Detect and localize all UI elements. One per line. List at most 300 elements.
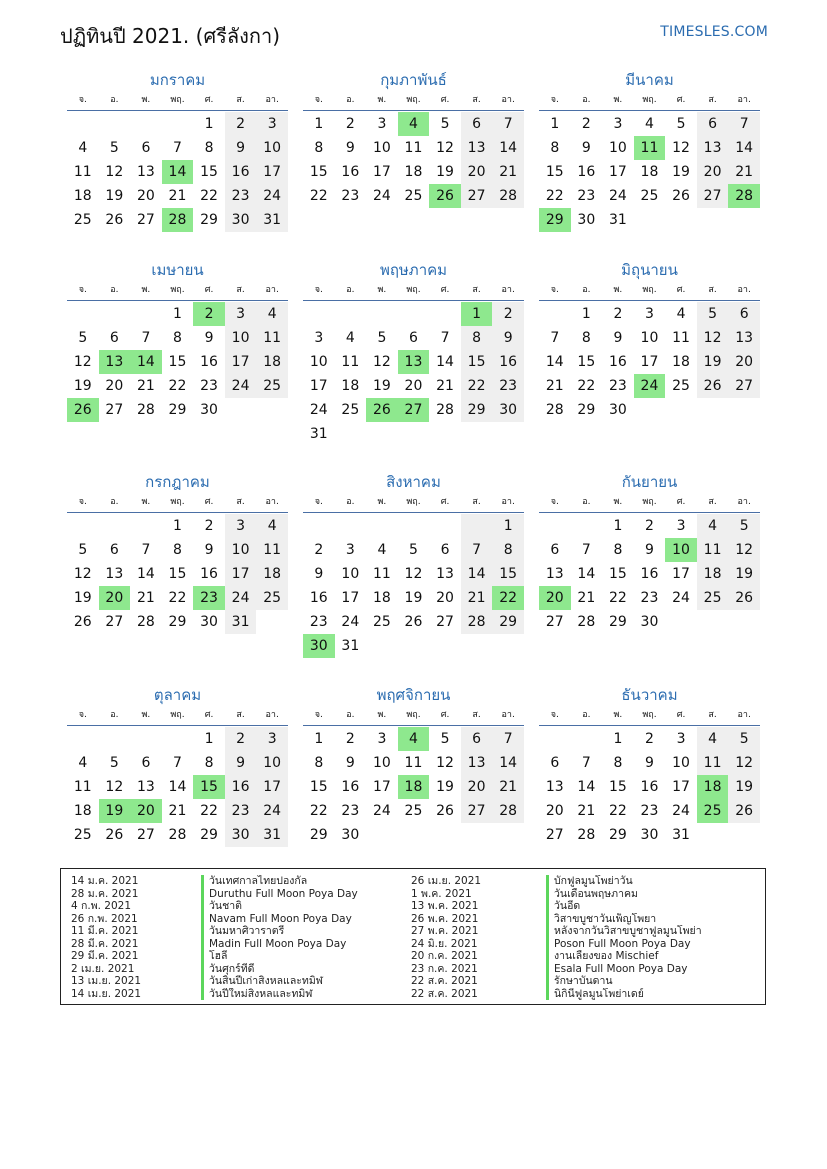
day-cell: 1: [550, 116, 560, 132]
day-cell: 13: [136, 779, 155, 795]
empty-cell: [67, 112, 99, 136]
day-cell: 23: [341, 803, 360, 819]
weekday-label: จ.: [78, 285, 87, 295]
weekday-header: [67, 284, 288, 301]
holiday-date: 1 พ.ค. 2021: [411, 887, 472, 900]
weekday-label: จ.: [314, 285, 323, 295]
holiday-date: 22 ส.ค. 2021: [411, 975, 478, 987]
day-cell: 4: [676, 306, 686, 322]
day-cell: 13: [105, 566, 124, 582]
weekday-label: อ.: [582, 497, 591, 507]
day-cell: 8: [613, 755, 623, 771]
month-name: มีนาคม: [625, 71, 674, 89]
day-cell: 2: [492, 302, 524, 326]
day-grid: [67, 727, 288, 847]
day-cell: 12: [728, 538, 760, 562]
day-cell: 20: [697, 160, 729, 184]
day-grid: [539, 112, 760, 232]
day-cell: 6: [550, 755, 560, 771]
day-cell: 6: [461, 727, 493, 751]
day-cell: 5: [109, 755, 119, 771]
day-grid: [539, 727, 760, 847]
day-cell: 6: [141, 140, 151, 156]
day-cell: 17: [341, 590, 360, 606]
day-cell: 3: [225, 514, 257, 538]
empty-cell: [539, 727, 571, 751]
day-cell: 1: [492, 514, 524, 538]
day-cell: 23: [341, 188, 360, 204]
day-cell: 28: [577, 614, 596, 630]
day-cell: 2: [225, 727, 257, 751]
weekday-label: ศ.: [204, 710, 214, 720]
weekday-label: อ.: [110, 285, 119, 295]
day-cell: 26: [404, 614, 423, 630]
empty-cell: [335, 514, 367, 538]
weekday-label: ส.: [708, 710, 717, 720]
holiday-day-cell: 18: [697, 775, 729, 799]
month-name: กรกฎาคม: [145, 473, 210, 491]
day-grid: [67, 112, 288, 232]
holiday-day-cell: 22: [492, 586, 524, 610]
day-cell: 22: [608, 803, 627, 819]
day-cell: 14: [461, 562, 493, 586]
day-cell: 16: [225, 160, 257, 184]
day-cell: 1: [613, 731, 623, 747]
day-cell: 18: [697, 562, 729, 586]
day-cell: 11: [256, 326, 288, 350]
day-cell: 17: [256, 160, 288, 184]
weekday-label: พ.: [377, 497, 387, 507]
weekday-label: จ.: [550, 710, 559, 720]
day-cell: 10: [341, 566, 360, 582]
day-cell: 10: [608, 140, 627, 156]
holiday-name: โฮลี: [201, 950, 358, 963]
day-grid: [303, 514, 524, 658]
day-cell: 15: [577, 354, 596, 370]
day-cell: 3: [676, 518, 686, 534]
day-cell: 9: [645, 542, 654, 558]
day-cell: 14: [577, 566, 596, 582]
day-cell: 10: [640, 330, 659, 346]
day-cell: 29: [492, 610, 524, 634]
holiday-name: วันมหาศิวาราตรี: [201, 925, 358, 938]
month-name: ตุลาคม: [153, 686, 202, 704]
day-cell: 3: [256, 727, 288, 751]
day-cell: 7: [440, 330, 450, 346]
weekday-label: จ.: [314, 95, 323, 105]
day-cell: 24: [372, 188, 391, 204]
day-cell: 16: [225, 775, 257, 799]
weekday-label: อ.: [110, 710, 119, 720]
holiday-name-column: [546, 875, 702, 1000]
day-cell: 21: [545, 378, 564, 394]
day-cell: 20: [404, 378, 423, 394]
empty-cell: [366, 302, 398, 326]
day-cell: 15: [545, 164, 564, 180]
day-cell: 23: [577, 188, 596, 204]
day-cell: 20: [136, 188, 155, 204]
day-cell: 28: [577, 827, 596, 843]
holiday-day-cell: 20: [99, 586, 131, 610]
day-cell: 7: [173, 755, 182, 771]
day-cell: 21: [168, 803, 187, 819]
day-cell: 16: [492, 350, 524, 374]
weekday-label: อา.: [501, 285, 515, 295]
weekday-label: ส.: [708, 95, 717, 105]
weekday-label: อ.: [582, 285, 591, 295]
day-cell: 11: [404, 755, 423, 771]
holiday-date: 28 ม.ค. 2021: [71, 887, 139, 900]
day-cell: 16: [640, 779, 659, 795]
day-cell: 3: [256, 112, 288, 136]
day-cell: 9: [314, 566, 324, 582]
day-cell: 7: [728, 112, 760, 136]
day-cell: 12: [73, 566, 92, 582]
holiday-date: 13 เม.ย. 2021: [71, 975, 142, 987]
day-cell: 30: [200, 614, 218, 630]
day-cell: 5: [728, 727, 760, 751]
holiday-name: Poson Full Moon Poya Day: [546, 938, 702, 951]
holiday-day-cell: 28: [162, 208, 194, 232]
month-name: กันยายน: [621, 473, 678, 491]
day-grid: [67, 302, 288, 422]
day-cell: 25: [256, 586, 288, 610]
day-cell: 10: [225, 538, 257, 562]
day-cell: 20: [105, 378, 124, 394]
day-cell: 31: [256, 823, 288, 847]
holiday-name: Duruthu Full Moon Poya Day: [201, 888, 358, 901]
day-cell: 17: [672, 566, 690, 582]
day-cell: 2: [225, 112, 257, 136]
day-cell: 26: [697, 374, 729, 398]
holiday-name: วันศุกร์ที่ดี: [201, 963, 358, 976]
empty-cell: [539, 302, 571, 326]
day-cell: 21: [136, 590, 155, 606]
day-cell: 27: [105, 614, 124, 630]
day-cell: 10: [309, 354, 328, 370]
day-cell: 9: [225, 751, 257, 775]
weekday-label: ศ.: [204, 285, 214, 295]
day-cell: 1: [173, 306, 182, 322]
weekday-label: อา.: [737, 95, 751, 105]
empty-cell: [130, 302, 162, 326]
day-cell: 25: [640, 188, 659, 204]
weekday-label: ส.: [236, 710, 245, 720]
day-cell: 23: [640, 803, 659, 819]
weekday-label: ศ.: [440, 285, 450, 295]
holiday-date: 26 ก.พ. 2021: [71, 912, 138, 925]
day-cell: 1: [613, 518, 623, 534]
day-cell: 24: [672, 803, 690, 819]
day-cell: 19: [728, 775, 760, 799]
day-cell: 31: [309, 426, 328, 442]
day-cell: 10: [372, 140, 391, 156]
month-block: [67, 260, 288, 422]
month-block: [67, 70, 288, 232]
holiday-day-cell: 18: [398, 775, 430, 799]
weekday-label: ศ.: [204, 95, 214, 105]
holiday-date: 26 เม.ย. 2021: [411, 875, 482, 887]
day-cell: 27: [461, 184, 493, 208]
day-cell: 7: [173, 140, 182, 156]
weekday-label: พฤ.: [406, 95, 421, 105]
day-cell: 9: [225, 136, 257, 160]
weekday-label: ส.: [708, 497, 717, 507]
day-cell: 27: [545, 614, 564, 630]
day-cell: 22: [168, 590, 187, 606]
month-name: สิงหาคม: [386, 473, 441, 491]
holiday-day-cell: 20: [130, 799, 162, 823]
day-cell: 5: [377, 330, 387, 346]
weekday-label: พฤ.: [642, 710, 657, 720]
holiday-date: 14 เม.ย. 2021: [71, 987, 142, 1000]
day-cell: 6: [141, 755, 151, 771]
day-cell: 11: [404, 140, 423, 156]
weekday-label: จ.: [314, 497, 323, 507]
day-cell: 21: [577, 590, 596, 606]
day-cell: 12: [728, 751, 760, 775]
weekday-header: [303, 94, 524, 111]
day-cell: 23: [225, 184, 257, 208]
day-cell: 3: [225, 302, 257, 326]
day-cell: 18: [404, 164, 423, 180]
weekday-label: พ.: [141, 710, 151, 720]
day-cell: 16: [200, 566, 218, 582]
weekday-label: อา.: [265, 497, 279, 507]
day-cell: 18: [640, 164, 659, 180]
weekday-label: ศ.: [440, 710, 450, 720]
day-cell: 29: [200, 827, 218, 843]
holiday-date: 11 มี.ค. 2021: [71, 925, 139, 937]
day-cell: 21: [728, 160, 760, 184]
holiday-date: 20 ก.ค. 2021: [411, 950, 478, 962]
day-cell: 20: [728, 350, 760, 374]
day-cell: 13: [136, 164, 155, 180]
holiday-day-cell: 13: [398, 350, 430, 374]
holiday-day-cell: 15: [193, 775, 225, 799]
weekday-label: พ.: [613, 285, 623, 295]
day-cell: 4: [78, 140, 88, 156]
day-cell: 7: [550, 330, 560, 346]
day-cell: 27: [136, 212, 155, 228]
weekday-label: พฤ.: [170, 497, 185, 507]
day-cell: 22: [168, 378, 187, 394]
day-cell: 19: [73, 590, 92, 606]
day-cell: 5: [697, 302, 729, 326]
holiday-list: [60, 868, 766, 1005]
day-cell: 22: [309, 188, 328, 204]
day-cell: 18: [73, 803, 92, 819]
weekday-header: [67, 496, 288, 513]
holiday-day-cell: 23: [193, 586, 225, 610]
weekday-label: ส.: [236, 497, 245, 507]
weekday-label: พ.: [141, 285, 151, 295]
day-cell: 16: [309, 590, 328, 606]
day-cell: 15: [309, 164, 328, 180]
day-cell: 30: [225, 208, 257, 232]
weekday-label: จ.: [78, 710, 87, 720]
day-cell: 14: [492, 136, 524, 160]
day-cell: 18: [256, 350, 288, 374]
day-cell: 5: [78, 542, 88, 558]
day-cell: 4: [256, 302, 288, 326]
day-cell: 19: [404, 590, 423, 606]
day-cell: 2: [345, 116, 355, 132]
holiday-day-cell: 26: [67, 398, 99, 422]
holiday-name: บักฟูลมูนโพย่าวัน: [546, 875, 702, 888]
holiday-day-cell: 25: [697, 799, 729, 823]
day-cell: 12: [436, 755, 454, 771]
day-cell: 7: [141, 542, 151, 558]
day-cell: 27: [697, 184, 729, 208]
day-cell: 3: [613, 116, 623, 132]
day-cell: 19: [697, 350, 729, 374]
day-cell: 26: [105, 212, 124, 228]
day-cell: 29: [461, 398, 493, 422]
day-cell: 20: [461, 775, 493, 799]
holiday-date: 29 มี.ค. 2021: [71, 950, 139, 962]
weekday-header: [539, 709, 760, 726]
holiday-day-cell: 14: [130, 350, 162, 374]
day-cell: 6: [409, 330, 418, 346]
weekday-label: พฤ.: [406, 497, 421, 507]
day-grid: [539, 514, 760, 634]
holiday-date: 2 เม.ย. 2021: [71, 962, 135, 975]
empty-cell: [162, 112, 194, 136]
empty-cell: [303, 302, 335, 326]
day-cell: 13: [697, 136, 729, 160]
weekday-label: อ.: [582, 95, 591, 105]
month-block: [303, 472, 524, 658]
day-cell: 9: [613, 330, 623, 346]
day-cell: 12: [73, 354, 92, 370]
holiday-day-cell: 4: [398, 112, 430, 136]
day-cell: 9: [581, 140, 591, 156]
holiday-day-cell: 26: [366, 398, 398, 422]
day-cell: 6: [440, 542, 450, 558]
day-cell: 17: [640, 354, 659, 370]
empty-cell: [99, 727, 131, 751]
day-cell: 26: [672, 188, 690, 204]
day-cell: 3: [345, 542, 355, 558]
day-cell: 16: [608, 354, 627, 370]
day-cell: 31: [672, 827, 690, 843]
day-cell: 2: [345, 731, 355, 747]
weekday-label: พฤ.: [170, 285, 185, 295]
holiday-date: 23 ก.ค. 2021: [411, 962, 478, 975]
day-cell: 17: [372, 779, 391, 795]
holiday-name: วันสิ้นปีเก่าสิงหลและทมิฬ: [201, 975, 358, 988]
day-cell: 8: [314, 755, 324, 771]
day-cell: 10: [256, 751, 288, 775]
weekday-label: ส.: [236, 285, 245, 295]
day-cell: 31: [341, 638, 360, 654]
holiday-day-cell: 19: [99, 799, 131, 823]
empty-cell: [398, 302, 430, 326]
weekday-label: พฤ.: [170, 95, 185, 105]
weekday-label: ศ.: [676, 710, 686, 720]
day-cell: 14: [545, 354, 564, 370]
day-cell: 29: [200, 212, 218, 228]
day-cell: 27: [436, 614, 454, 630]
day-cell: 19: [105, 188, 124, 204]
day-cell: 21: [461, 586, 493, 610]
day-cell: 12: [672, 140, 690, 156]
month-block: [67, 685, 288, 847]
day-cell: 24: [672, 590, 690, 606]
day-cell: 17: [225, 562, 257, 586]
day-cell: 24: [225, 374, 257, 398]
day-cell: 29: [309, 827, 328, 843]
day-cell: 9: [204, 330, 214, 346]
brand-link[interactable]: TIMESLES.COM: [660, 24, 768, 40]
day-cell: 30: [640, 827, 659, 843]
weekday-label: อา.: [501, 497, 515, 507]
weekday-header: [303, 284, 524, 301]
day-cell: 6: [109, 542, 119, 558]
empty-cell: [130, 112, 162, 136]
day-cell: 29: [608, 614, 627, 630]
month-block: [539, 472, 760, 634]
holiday-name: วันปีใหม่สิงหลและทมิฬ: [201, 988, 358, 1001]
day-cell: 27: [136, 827, 155, 843]
day-cell: 15: [608, 779, 627, 795]
empty-cell: [99, 112, 131, 136]
holiday-name: นิกินี่ฟูลมูนโพย่าเดย์: [546, 988, 702, 1001]
holiday-date: 26 พ.ค. 2021: [411, 912, 479, 925]
day-cell: 21: [492, 775, 524, 799]
day-cell: 13: [461, 751, 493, 775]
day-cell: 3: [645, 306, 654, 322]
day-cell: 23: [225, 799, 257, 823]
day-cell: 18: [372, 590, 391, 606]
day-cell: 15: [608, 566, 627, 582]
weekday-label: ส.: [472, 95, 481, 105]
day-cell: 23: [309, 614, 328, 630]
holiday-day-cell: 29: [539, 208, 571, 232]
day-cell: 16: [640, 566, 659, 582]
weekday-label: พ.: [377, 710, 387, 720]
day-grid: [539, 302, 760, 422]
day-cell: 13: [545, 566, 564, 582]
day-cell: 15: [168, 566, 187, 582]
holiday-day-cell: 11: [634, 136, 666, 160]
month-name: พฤศจิกายน: [376, 686, 451, 704]
day-cell: 5: [440, 116, 450, 132]
day-grid: [303, 112, 524, 208]
day-cell: 12: [404, 566, 423, 582]
empty-cell: [429, 302, 461, 326]
day-cell: 30: [492, 398, 524, 422]
day-cell: 1: [581, 306, 591, 322]
holiday-name: วันอีด: [546, 900, 702, 913]
day-cell: 18: [73, 188, 92, 204]
weekday-label: อา.: [501, 95, 515, 105]
day-cell: 6: [697, 112, 729, 136]
weekday-label: อา.: [737, 497, 751, 507]
day-cell: 17: [256, 775, 288, 799]
month-block: [539, 260, 760, 422]
day-cell: 19: [436, 779, 454, 795]
month-block: [539, 685, 760, 847]
holiday-day-cell: 1: [461, 302, 493, 326]
day-cell: 9: [492, 326, 524, 350]
day-cell: 12: [105, 164, 124, 180]
holiday-date: 22 ส.ค. 2021: [411, 987, 478, 1000]
day-cell: 17: [372, 164, 391, 180]
day-cell: 23: [492, 374, 524, 398]
day-cell: 25: [73, 827, 92, 843]
